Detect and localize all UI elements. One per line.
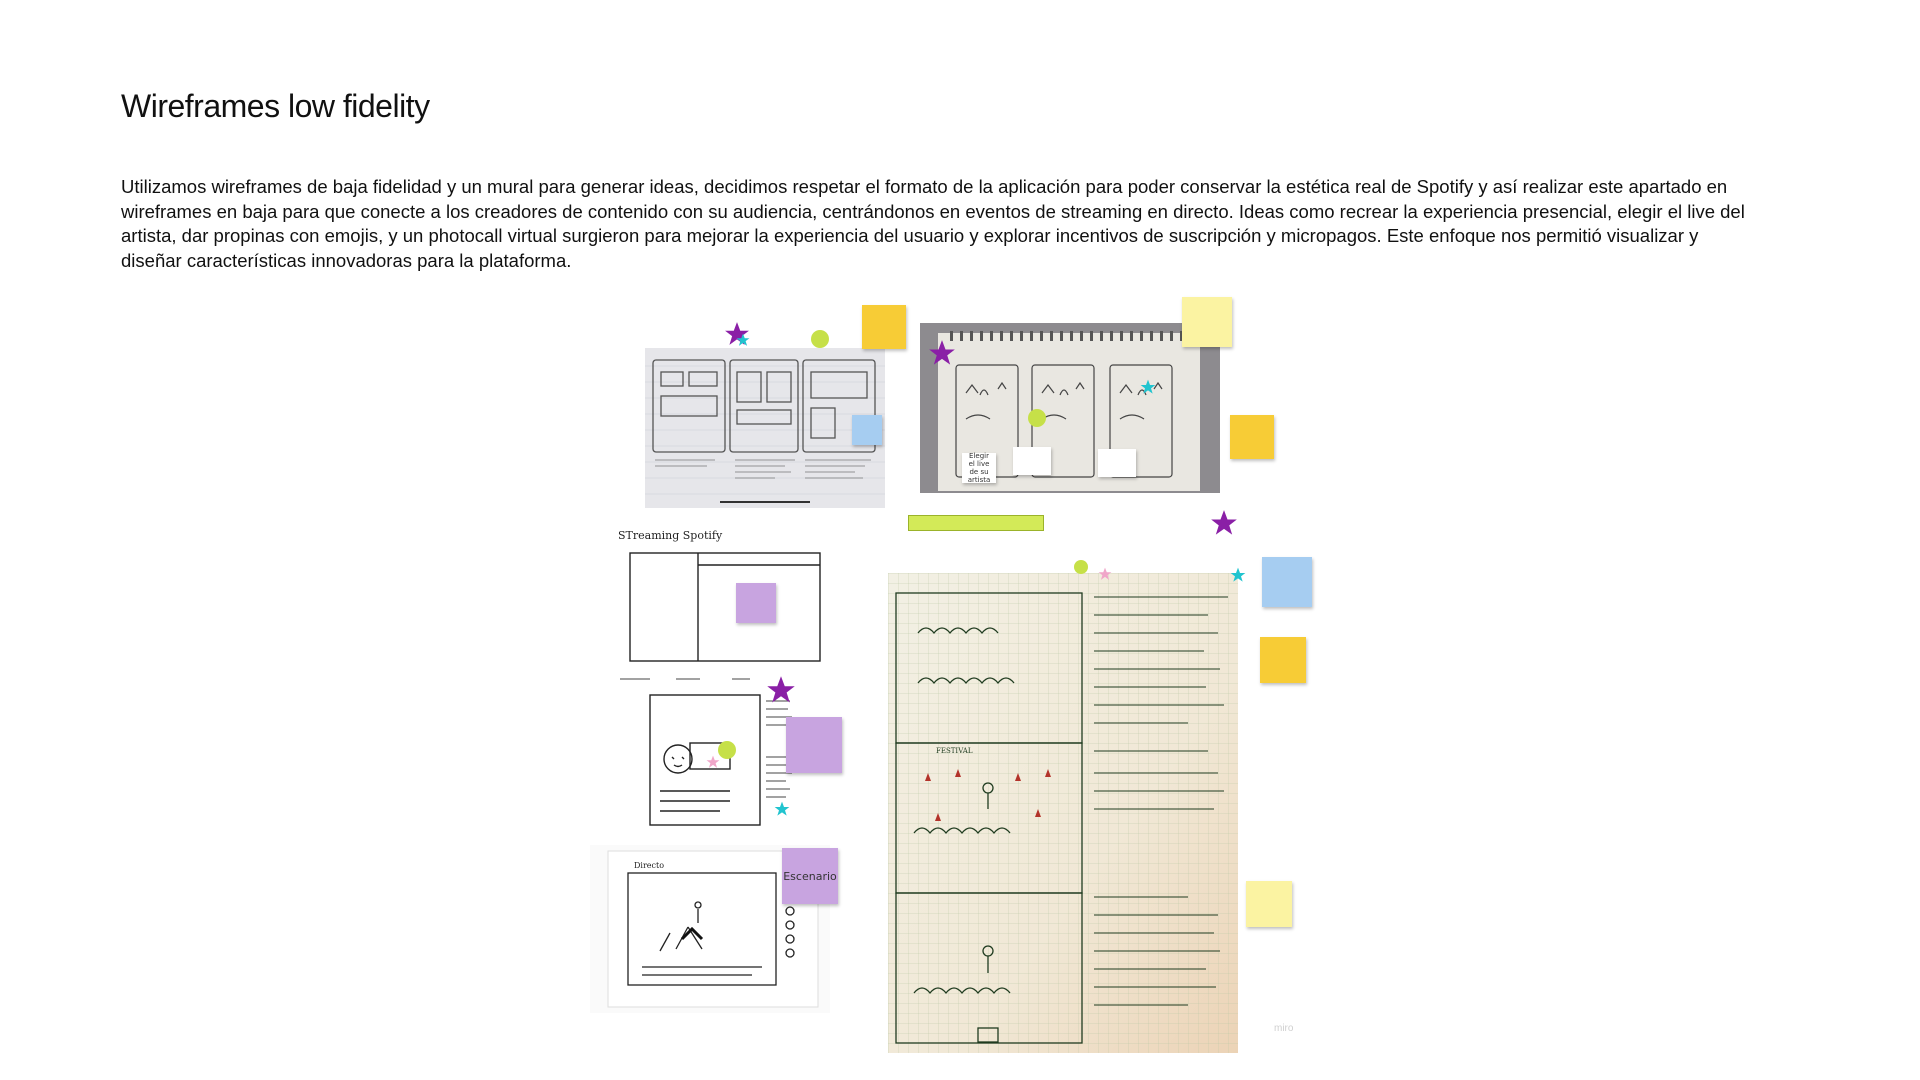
sticky-note-blue[interactable] bbox=[852, 415, 882, 445]
wireframe-photo-phones bbox=[645, 348, 885, 508]
sticky-note-elegir-live[interactable]: Elegir el live de su artista bbox=[962, 453, 996, 483]
green-dot-icon bbox=[1074, 560, 1088, 574]
cyan-star-icon bbox=[774, 801, 790, 817]
cyan-star-icon bbox=[1230, 567, 1246, 583]
sticky-note-lightyellow[interactable] bbox=[1246, 881, 1292, 927]
page-description: Utilizamos wireframes de baja fidelidad y un mural para generar ideas, decidimos respetar el formato de la aplicación para poder conservar la estética real de Spotify y así realizar este apartado en wireframes en baja para que conecte a los creadores de contenido con su audiencia, centrándonos en eventos de streaming en directo. Ideas como recrear la experiencia presencial, elegir el live del artista, dar propinas con emojis, y un photocall virtual surgieron para mejorar la experiencia del usuario y explorar incentivos de suscripción y micropagos. Este enfoque nos permitió visualizar y diseñar características innovadoras para la plataforma. bbox=[121, 176, 1745, 271]
pink-star-icon bbox=[706, 755, 720, 769]
sticky-note-purple[interactable] bbox=[736, 583, 776, 623]
sticky-note-yellow[interactable] bbox=[862, 305, 906, 349]
sticky-note-lightyellow[interactable] bbox=[1182, 297, 1232, 347]
wireframe-photo-gridpaper bbox=[888, 573, 1238, 1053]
green-dot-icon bbox=[811, 330, 829, 348]
sketch-label-directo: Directo bbox=[634, 861, 665, 870]
miro-watermark: miro bbox=[1274, 1023, 1294, 1034]
sticky-note-yellow[interactable] bbox=[1260, 637, 1306, 683]
cyan-star-icon bbox=[1140, 379, 1156, 395]
idea-banner bbox=[908, 515, 1044, 531]
page-title: Wireframes low fidelity bbox=[121, 88, 430, 124]
sticky-note-purple[interactable] bbox=[786, 717, 842, 773]
sticky-note-escenario[interactable]: Escenario bbox=[782, 848, 838, 904]
purple-star-icon bbox=[928, 339, 956, 367]
pink-star-icon bbox=[1098, 567, 1112, 581]
sticky-note-blue[interactable] bbox=[1262, 557, 1312, 607]
green-dot-icon bbox=[1028, 409, 1046, 427]
cyan-star-icon bbox=[736, 333, 750, 347]
sketch-label-streaming: STreaming Spotify bbox=[618, 529, 723, 542]
purple-star-icon bbox=[766, 675, 796, 705]
green-dot-icon bbox=[718, 741, 736, 759]
sticky-note-yellow[interactable] bbox=[1230, 415, 1274, 459]
sticky-note-white[interactable] bbox=[1013, 447, 1051, 475]
purple-star-icon bbox=[1210, 509, 1238, 537]
sketch-label-festival: FESTIVAL bbox=[936, 747, 973, 755]
miro-board bbox=[590, 295, 1350, 1065]
sticky-note-white[interactable] bbox=[1098, 449, 1136, 477]
